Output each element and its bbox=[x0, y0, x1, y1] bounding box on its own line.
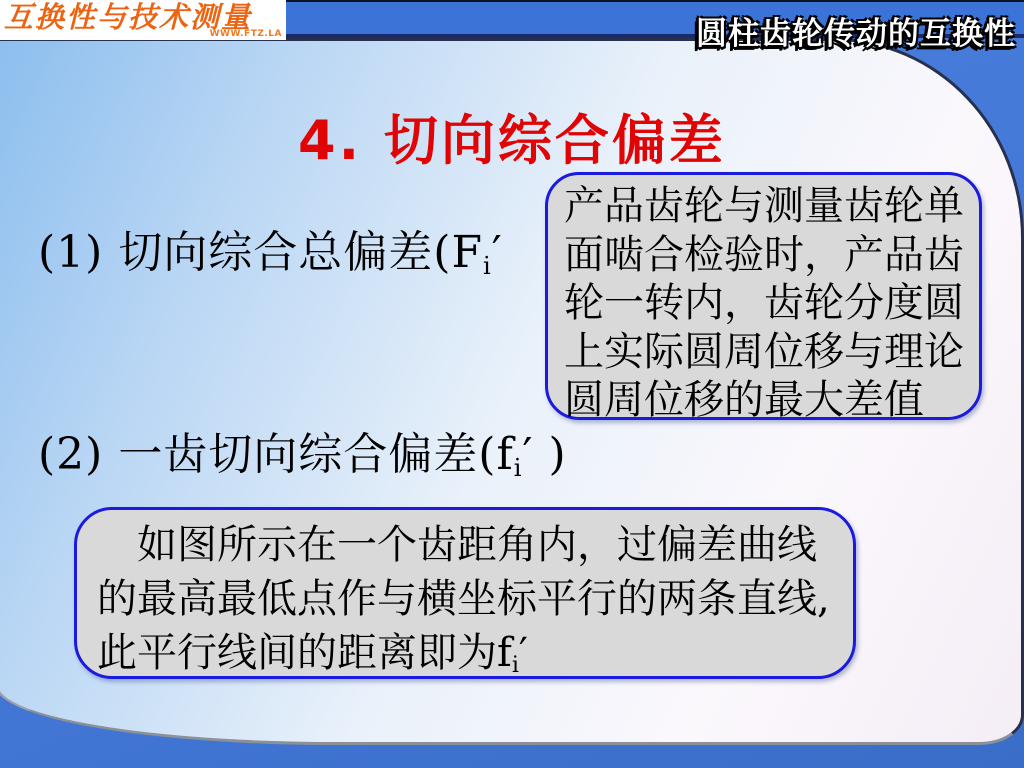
definition-box-2 bbox=[74, 507, 856, 679]
item-1-prime: ′ bbox=[491, 227, 503, 278]
item-2-text: (2) 一齿切向综合偏差(f bbox=[38, 429, 514, 480]
logo-text: 互换性与技术测量 bbox=[4, 0, 253, 34]
definition-box-1-line: 产品齿轮与测量齿轮单 bbox=[564, 183, 964, 229]
definition-box-2-line3-subscript: i bbox=[511, 653, 519, 679]
item-1 bbox=[38, 228, 503, 291]
definition-box-1-line: 面啮合检验时，产品齿 bbox=[564, 231, 964, 278]
definition-box-2-line: 的最高最低点作与横坐标平行的两条直线, bbox=[97, 576, 830, 622]
item-2-subscript: i bbox=[513, 453, 523, 482]
slide-title: 4. 切向综合偏差 bbox=[298, 109, 726, 172]
header-title: 圆柱齿轮传动的互换性 bbox=[696, 16, 1016, 52]
logo bbox=[0, 0, 286, 40]
definition-box-2-line: 如图所示在一个齿距角内，过偏差曲线 bbox=[97, 522, 817, 568]
definition-box-2-line3-prime: ′ bbox=[518, 630, 528, 676]
definition-box-1-line: 圆周位移的最大差值 bbox=[564, 377, 924, 423]
item-2 bbox=[38, 430, 567, 493]
item-1-text: (1) 切向综合总偏差(F bbox=[38, 227, 484, 278]
definition-box-2-line3-text: 此平行线间的距离即为f bbox=[97, 630, 512, 676]
item-1-subscript: i bbox=[483, 251, 492, 280]
item-2-prime: ′ ) bbox=[522, 429, 567, 480]
definition-box-1-line: 轮一转内，齿轮分度圆 bbox=[564, 280, 964, 326]
definition-box-2-line bbox=[97, 626, 835, 693]
logo-url: WWW.FTZ.LA bbox=[209, 29, 282, 39]
definition-box-1-line: 上实际圆周位移与理论 bbox=[564, 328, 964, 375]
definition-box-1 bbox=[545, 172, 982, 423]
